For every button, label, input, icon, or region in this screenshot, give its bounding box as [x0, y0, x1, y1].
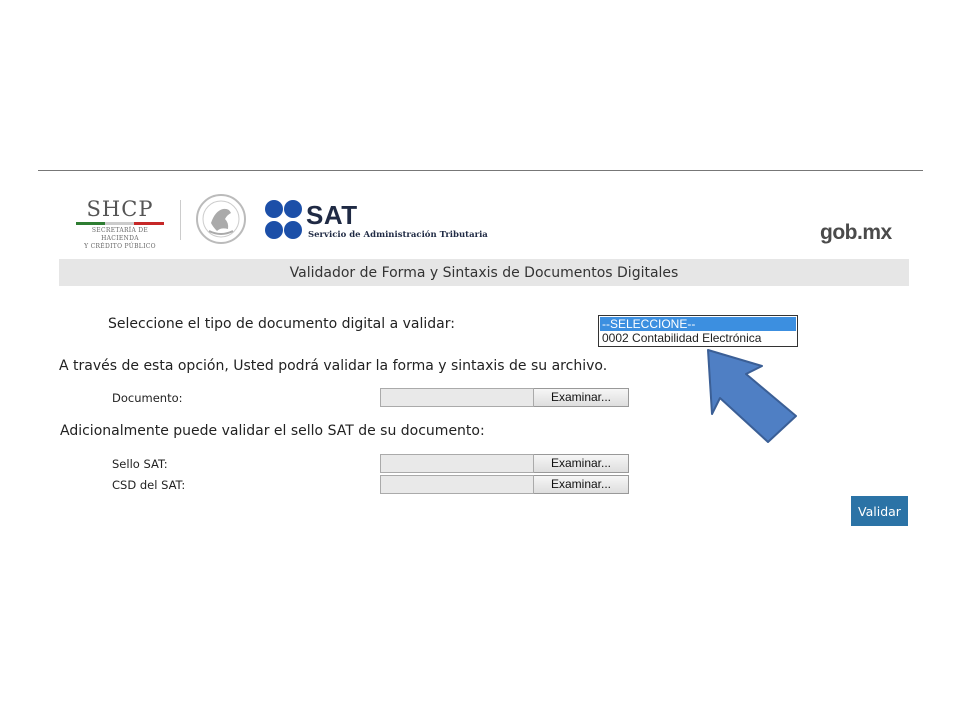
sello-sat-file-input[interactable]: [380, 454, 629, 473]
csd-sat-label: CSD del SAT:: [112, 478, 186, 492]
shcp-logo: [72, 198, 168, 251]
document-type-label: Seleccione el tipo de documento digital a validar:: [108, 316, 455, 332]
validar-button[interactable]: Validar: [851, 496, 908, 526]
document-type-select[interactable]: [598, 315, 798, 347]
shcp-logo-subtitle-2: Y CRÉDITO PÚBLICO: [84, 243, 156, 250]
arrow-icon: [700, 348, 810, 448]
shcp-logo-title: SHCP: [86, 197, 154, 221]
sat-logo-subtitle: Servicio de Administración Tributaria: [308, 230, 488, 240]
sat-logo-icon: [264, 199, 304, 241]
shcp-logo-subtitle-1: SECRETARÍA DE HACIENDA: [91, 227, 149, 242]
csd-sat-path-field[interactable]: [380, 475, 534, 494]
documento-path-field[interactable]: [380, 388, 534, 407]
sello-sat-path-field[interactable]: [380, 454, 534, 473]
sat-logo-name: SAT: [306, 200, 358, 230]
sello-section-text: Adicionalmente puede validar el sello SAT de su documento:: [60, 423, 485, 439]
csd-sat-browse-button[interactable]: Examinar...: [534, 475, 629, 494]
page-title: Validador de Forma y Sintaxis de Documentos Digitales: [59, 259, 909, 286]
documento-browse-button[interactable]: Examinar...: [534, 388, 629, 407]
option-seleccione[interactable]: --SELECCIONE--: [600, 317, 796, 331]
national-seal-icon: [195, 193, 247, 245]
sello-sat-label: Sello SAT:: [112, 457, 168, 471]
shcp-logo-rule: [76, 222, 164, 225]
documento-label: Documento:: [112, 391, 183, 405]
option-contabilidad-electronica[interactable]: 0002 Contabilidad Electrónica: [602, 331, 762, 345]
sello-sat-browse-button[interactable]: Examinar...: [534, 454, 629, 473]
gob-mx-logo: gob.mx: [820, 221, 892, 244]
documento-file-input[interactable]: [380, 388, 629, 407]
info-text: A través de esta opción, Usted podrá validar la forma y sintaxis de su archivo.: [59, 358, 608, 374]
top-divider: [38, 170, 923, 171]
csd-sat-file-input[interactable]: [380, 475, 629, 494]
logo-separator: [180, 200, 181, 240]
